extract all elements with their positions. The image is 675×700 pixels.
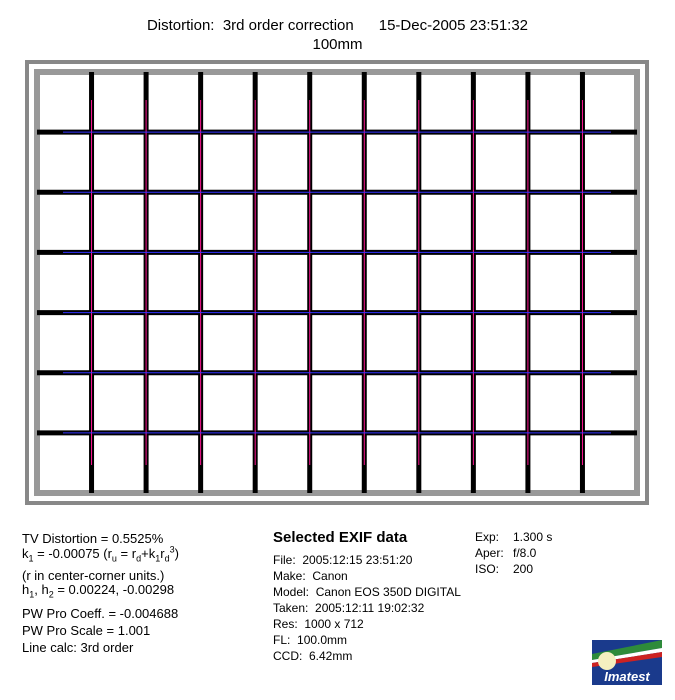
title-datetime: 15-Dec-2005 23:51:32 [378, 17, 529, 34]
imatest-logo [592, 640, 662, 685]
title-prefix: Distortion: [146, 17, 215, 34]
exif-label: FL: [273, 633, 298, 647]
title-focal-length: 100mm [312, 36, 363, 53]
exposure-label: Aper: [475, 546, 504, 560]
exposure-row [475, 545, 552, 561]
exif-value: Canon EOS 350D DIGITAL [315, 585, 461, 599]
exif-exposure [475, 529, 552, 577]
logo-text: Imatest [604, 669, 650, 684]
title-mode: 3rd order correction [222, 17, 354, 34]
exposure-label: ISO: [475, 562, 500, 576]
exif-row [273, 648, 461, 664]
line-calc: Line calc: 3rd order [22, 640, 134, 655]
h-coefficients: $h_1$, $h_2 = 0.00224$, -0.00298 [22, 582, 175, 600]
exif-value: Canon [312, 569, 348, 583]
exif-label: File: [273, 553, 303, 567]
exif-row [273, 616, 461, 632]
chart-title [0, 16, 675, 54]
exif-value: 1000 x 712 [304, 617, 364, 631]
exif-label: Make: [273, 569, 313, 583]
exposure-value: f/8.0 [513, 546, 537, 560]
exposure-row [475, 561, 552, 577]
k1-formula: $k_1 = -0.00075$ $(r_u = r_d+k_1r_d^3)$ [22, 544, 179, 564]
exposure-value: 1.300 s [513, 530, 553, 544]
exif-row [273, 632, 461, 648]
exif-title: Selected EXIF data [273, 529, 408, 546]
exif-value: 6.42mm [309, 649, 353, 663]
chart-inner-frame [37, 72, 637, 493]
units-note: (r in center-corner units.) [22, 568, 165, 583]
exif-table [273, 552, 461, 664]
exif-row [273, 584, 461, 600]
chart-outer-frame [27, 62, 647, 503]
exif-label: Taken: [273, 601, 316, 615]
exif-label: Model: [273, 585, 316, 599]
exif-label: CCD: [273, 649, 309, 663]
tv-distortion: TV Distortion = 0.5525% [22, 531, 164, 546]
exposure-label: Exp: [475, 530, 500, 544]
exposure-value: 200 [513, 562, 534, 576]
pw-pro-scale: PW Pro Scale = 1.001 [22, 623, 151, 638]
pw-pro-coeff: PW Pro Coeff. = -0.004688 [22, 606, 179, 621]
exif-row [273, 552, 461, 568]
exif-value: 2005:12:11 19:02:32 [315, 601, 425, 615]
exif-value: 100.0mm [297, 633, 348, 647]
exif-row [273, 568, 461, 584]
exposure-row [475, 529, 552, 545]
exif-label: Res: [273, 617, 305, 631]
exif-value: 2005:12:15 23:51:20 [302, 553, 413, 567]
exif-row [273, 600, 461, 616]
